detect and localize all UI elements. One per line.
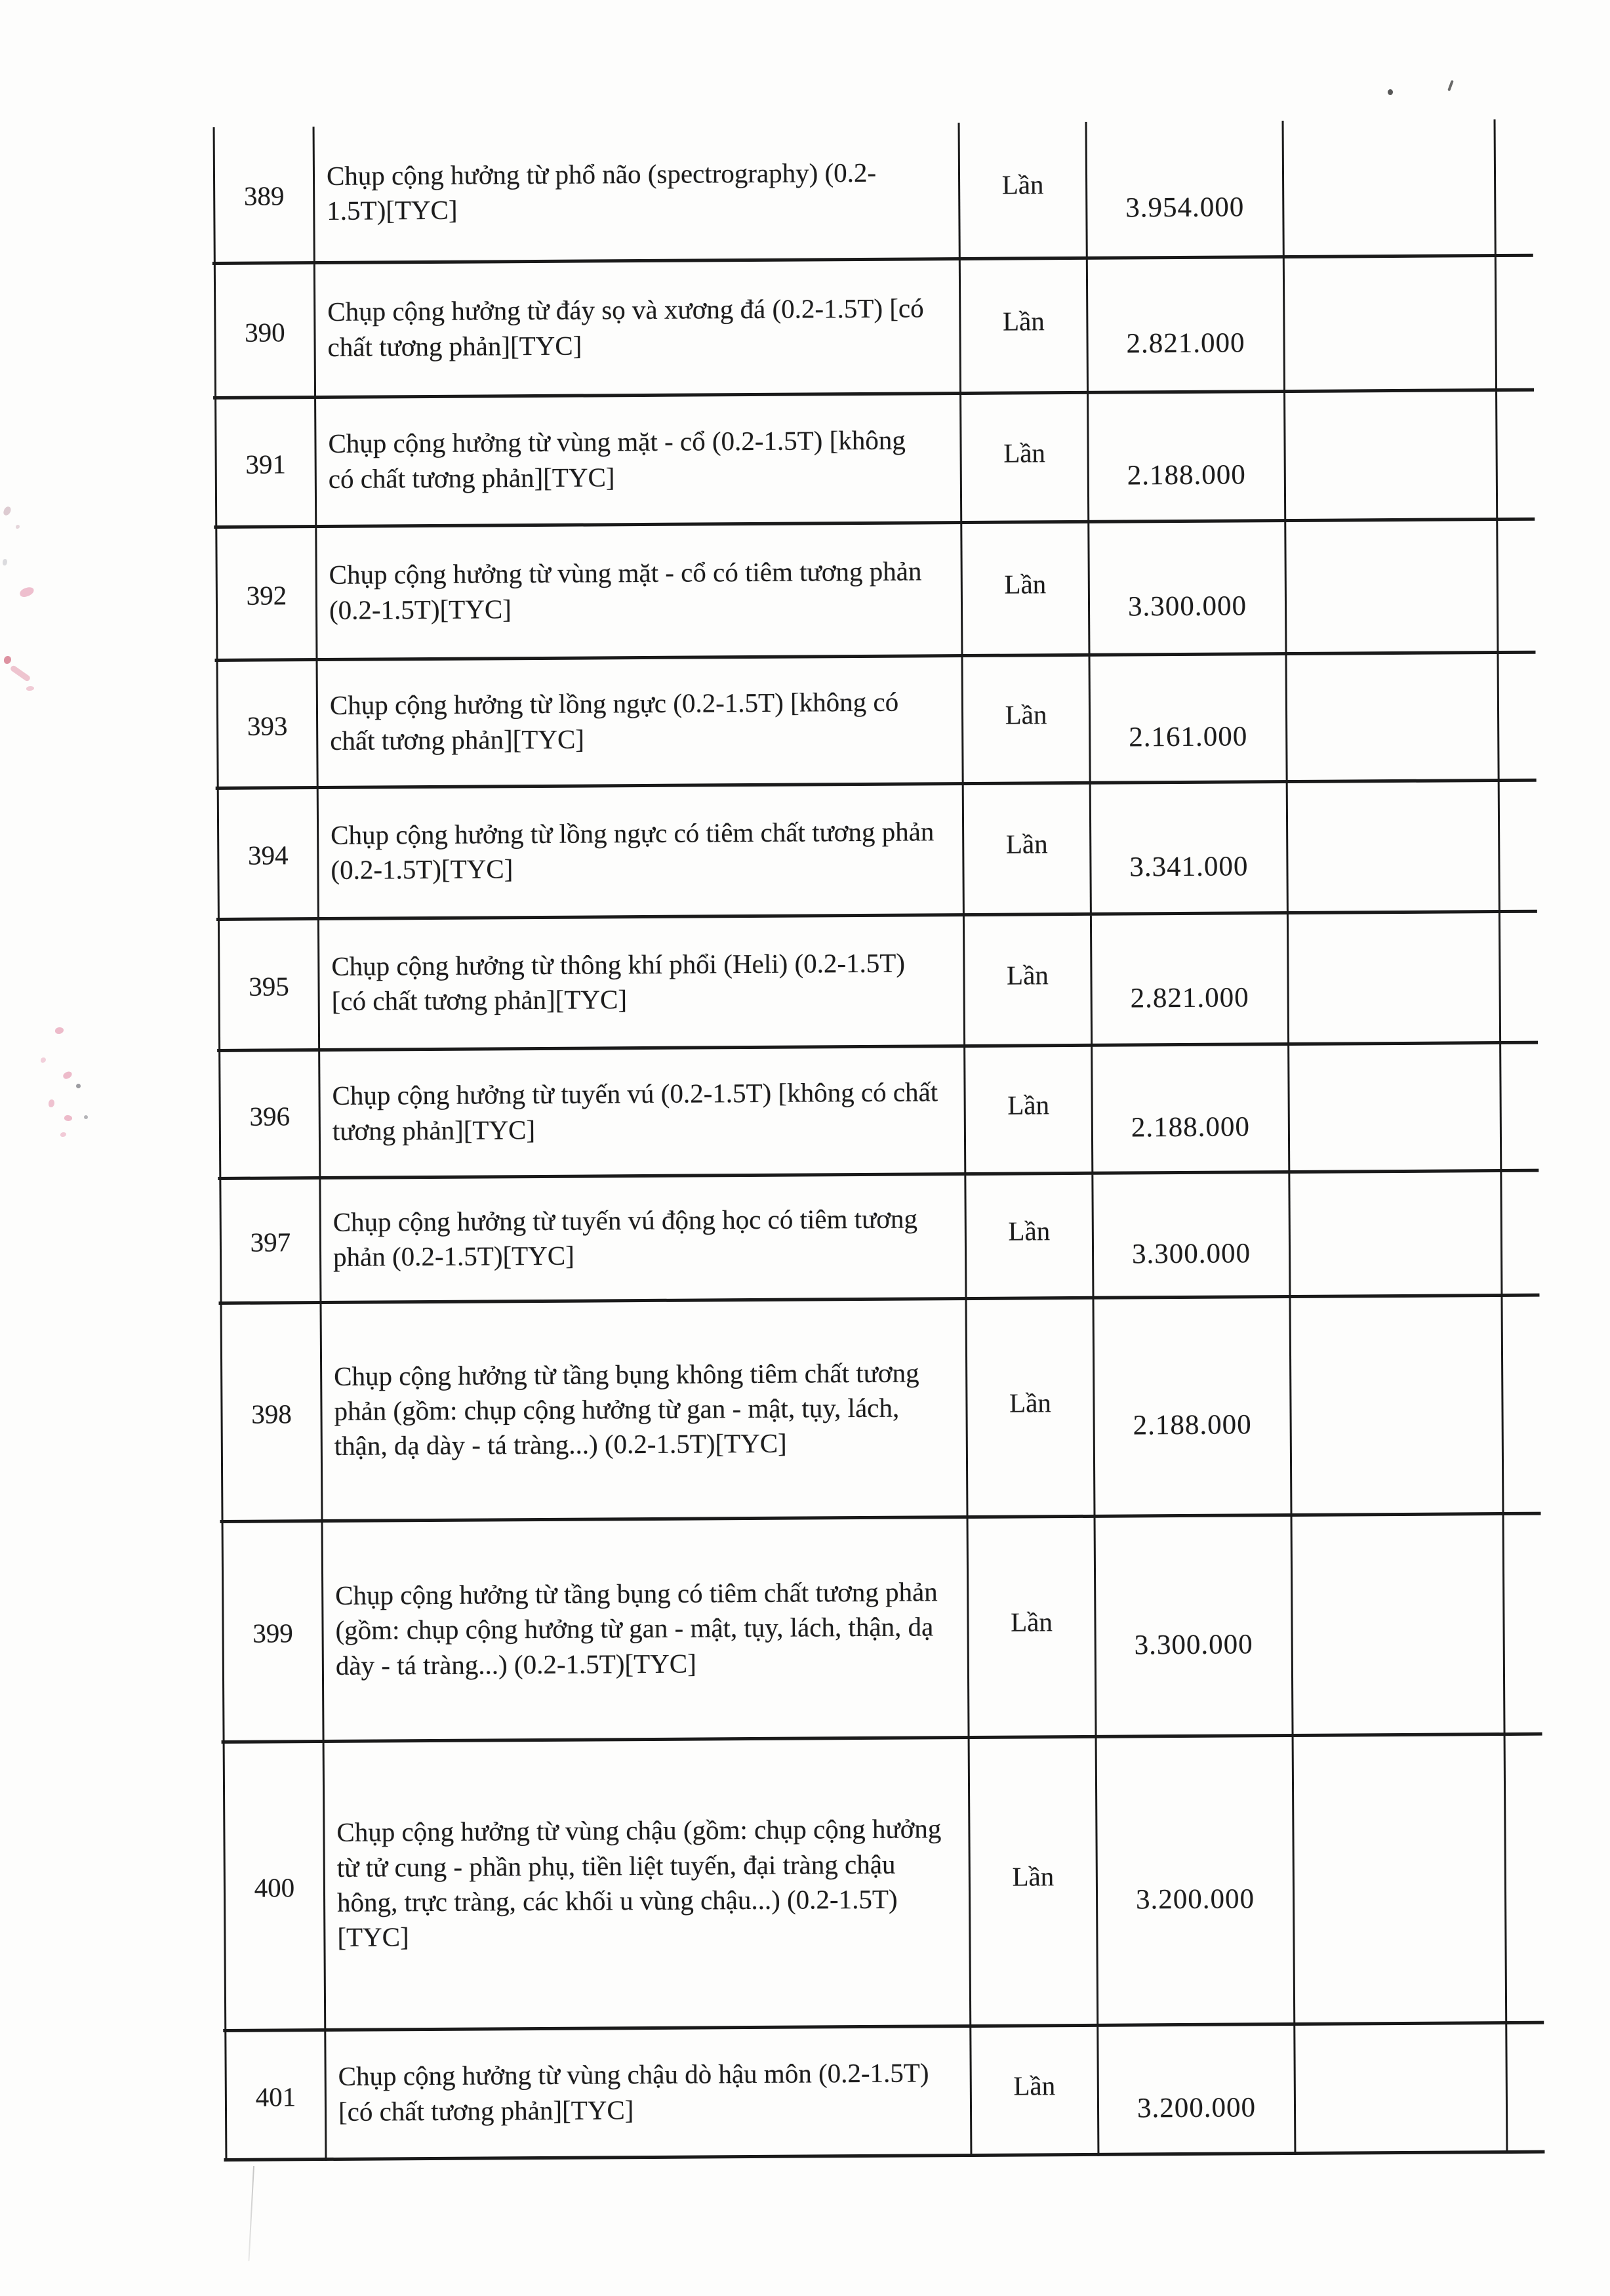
- scan-speck: [64, 1115, 73, 1122]
- service-note: [1289, 1297, 1504, 1517]
- service-description: Chụp cộng hưởng từ lồng ngực (0.2-1.5T) [không có chất tương phản][TYC]: [316, 657, 962, 789]
- scan-speck: [26, 686, 34, 691]
- service-unit: Lần: [958, 122, 1086, 260]
- service-price: 2.188.000: [1092, 1298, 1290, 1518]
- table-row: [219, 1172, 1502, 1305]
- table-row: [215, 521, 1499, 662]
- scan-speck: [4, 656, 11, 664]
- table-row: [217, 782, 1500, 921]
- scan-speck: [16, 525, 20, 529]
- service-price: 3.300.000: [1091, 1174, 1289, 1300]
- scan-speck: [84, 1115, 88, 1119]
- scan-apostrophe-mark: [1447, 80, 1454, 91]
- service-note: [1285, 654, 1499, 783]
- service-price: 3.954.000: [1085, 121, 1283, 260]
- service-unit: Lần: [965, 1300, 1093, 1519]
- service-unit: Lần: [960, 523, 1088, 657]
- service-unit: Lần: [963, 1047, 1091, 1176]
- service-number: 400: [223, 1743, 325, 2032]
- service-description: Chụp cộng hưởng từ đáy sọ và xương đá (0.2-1.5T) [có chất tương phản][TYC]: [313, 260, 959, 399]
- service-note: [1283, 392, 1498, 522]
- table-row: [224, 2024, 1508, 2162]
- service-note: [1283, 257, 1497, 393]
- service-price: 2.188.000: [1087, 393, 1284, 523]
- service-price: 3.300.000: [1087, 522, 1285, 657]
- table-row: [223, 1736, 1508, 2032]
- service-number: 393: [216, 661, 317, 790]
- service-price: 2.161.000: [1089, 655, 1286, 785]
- service-description: Chụp cộng hưởng từ tuyến vú (0.2-1.5T) [không có chất tương phản][TYC]: [318, 1048, 964, 1179]
- service-price: 3.200.000: [1097, 2026, 1294, 2156]
- scan-speck: [60, 1132, 66, 1137]
- service-description: Chụp cộng hưởng từ phổ não (spectrography) (0.2-1.5T)[TYC]: [313, 123, 959, 264]
- service-unit: Lần: [961, 657, 1089, 785]
- table-row: [214, 392, 1498, 529]
- service-description: Chụp cộng hưởng từ tầng bụng có tiêm chất tương phản (gồm: chụp cộng hưởng từ gan - mật, tụy, lách, thận, dạ dày - tá tràng...) (0.2-1.5T)[TYC]: [321, 1519, 968, 1743]
- service-note: [1291, 1515, 1506, 1737]
- table-row: [222, 1515, 1506, 1744]
- service-unit: Lần: [963, 916, 1091, 1048]
- service-number: 396: [218, 1052, 319, 1180]
- service-unit: Lần: [959, 260, 1087, 395]
- service-note: [1282, 119, 1497, 258]
- service-description: Chụp cộng hưởng từ thông khí phổi (Heli) (0.2-1.5T) [có chất tương phản][TYC]: [317, 916, 963, 1052]
- service-number: 398: [220, 1304, 321, 1523]
- service-price: 3.341.000: [1089, 783, 1287, 916]
- service-note: [1287, 913, 1501, 1046]
- service-number: 392: [215, 528, 315, 662]
- service-number: 389: [213, 127, 313, 265]
- scan-speck: [49, 1099, 54, 1107]
- service-unit: Lần: [959, 394, 1087, 524]
- scan-speck: [19, 586, 35, 598]
- service-description: Chụp cộng hưởng từ vùng chậu (gồm: chụp cộng hưởng từ tử cung - phần phụ, tiền liệt tuyến, đại tràng chậu hông, trực tràng, các khối u vùng chậu...) (0.2-1.5T)[TYC]: [323, 1739, 970, 2032]
- service-number: 399: [222, 1523, 323, 1744]
- table-row: [220, 1297, 1504, 1523]
- service-number: 391: [214, 399, 315, 529]
- service-price: 2.821.000: [1086, 258, 1283, 394]
- price-table: [213, 119, 1508, 2162]
- service-note: [1284, 521, 1499, 655]
- table-row: [218, 1044, 1502, 1180]
- service-number: 395: [218, 920, 318, 1052]
- service-description: Chụp cộng hưởng từ vùng chậu dò hậu môn (0.2-1.5T) [có chất tương phản][TYC]: [324, 2028, 970, 2161]
- scan-speck: [41, 1057, 46, 1063]
- service-number: 401: [224, 2032, 325, 2162]
- scan-speck: [55, 1027, 64, 1034]
- scan-speck: [3, 506, 12, 517]
- service-description: Chụp cộng hưởng từ vùng mặt - cổ (0.2-1.5T) [không có chất tương phản][TYC]: [314, 395, 960, 528]
- service-description: Chụp cộng hưởng từ lồng ngực có tiêm chất tương phản (0.2-1.5T)[TYC]: [317, 785, 963, 920]
- service-description: Chụp cộng hưởng từ tuyến vú động học có tiêm tương phản (0.2-1.5T)[TYC]: [319, 1176, 965, 1304]
- scan-dot-mark: [1388, 89, 1393, 95]
- scan-speck: [76, 1084, 81, 1088]
- fold-line-mark: [248, 2166, 254, 2261]
- service-number: 394: [217, 789, 317, 921]
- service-number: 390: [214, 264, 314, 400]
- service-price: 3.300.000: [1094, 1517, 1292, 1738]
- scan-speck: [3, 559, 7, 565]
- service-note: [1286, 782, 1500, 914]
- service-price: 2.188.000: [1091, 1046, 1288, 1175]
- service-note: [1292, 1736, 1508, 2026]
- service-note: [1293, 2024, 1508, 2155]
- service-note: [1287, 1044, 1502, 1174]
- service-unit: Lần: [969, 2027, 1097, 2157]
- scan-speck: [62, 1071, 73, 1080]
- table-row: [214, 257, 1497, 400]
- service-note: [1288, 1172, 1502, 1298]
- service-unit: Lần: [964, 1175, 1092, 1300]
- service-price: 3.200.000: [1095, 1737, 1294, 2027]
- table-row: [218, 913, 1501, 1052]
- service-description: Chụp cộng hưởng từ tầng bụng không tiêm chất tương phản (gồm: chụp cộng hưởng từ gan - mật, tụy, lách, thận, dạ dày - tá tràng...) (0.2-1.5T)[TYC]: [320, 1300, 967, 1523]
- scan-speck: [9, 665, 31, 682]
- table-row: [216, 654, 1500, 790]
- service-unit: Lần: [962, 785, 1090, 916]
- service-number: 397: [219, 1179, 319, 1305]
- service-description: Chụp cộng hưởng từ vùng mặt - cổ có tiêm tương phản (0.2-1.5T)[TYC]: [315, 524, 961, 661]
- service-unit: Lần: [967, 1518, 1095, 1739]
- table-row: [213, 119, 1497, 265]
- service-price: 2.821.000: [1090, 914, 1287, 1047]
- service-unit: Lần: [968, 1738, 1097, 2028]
